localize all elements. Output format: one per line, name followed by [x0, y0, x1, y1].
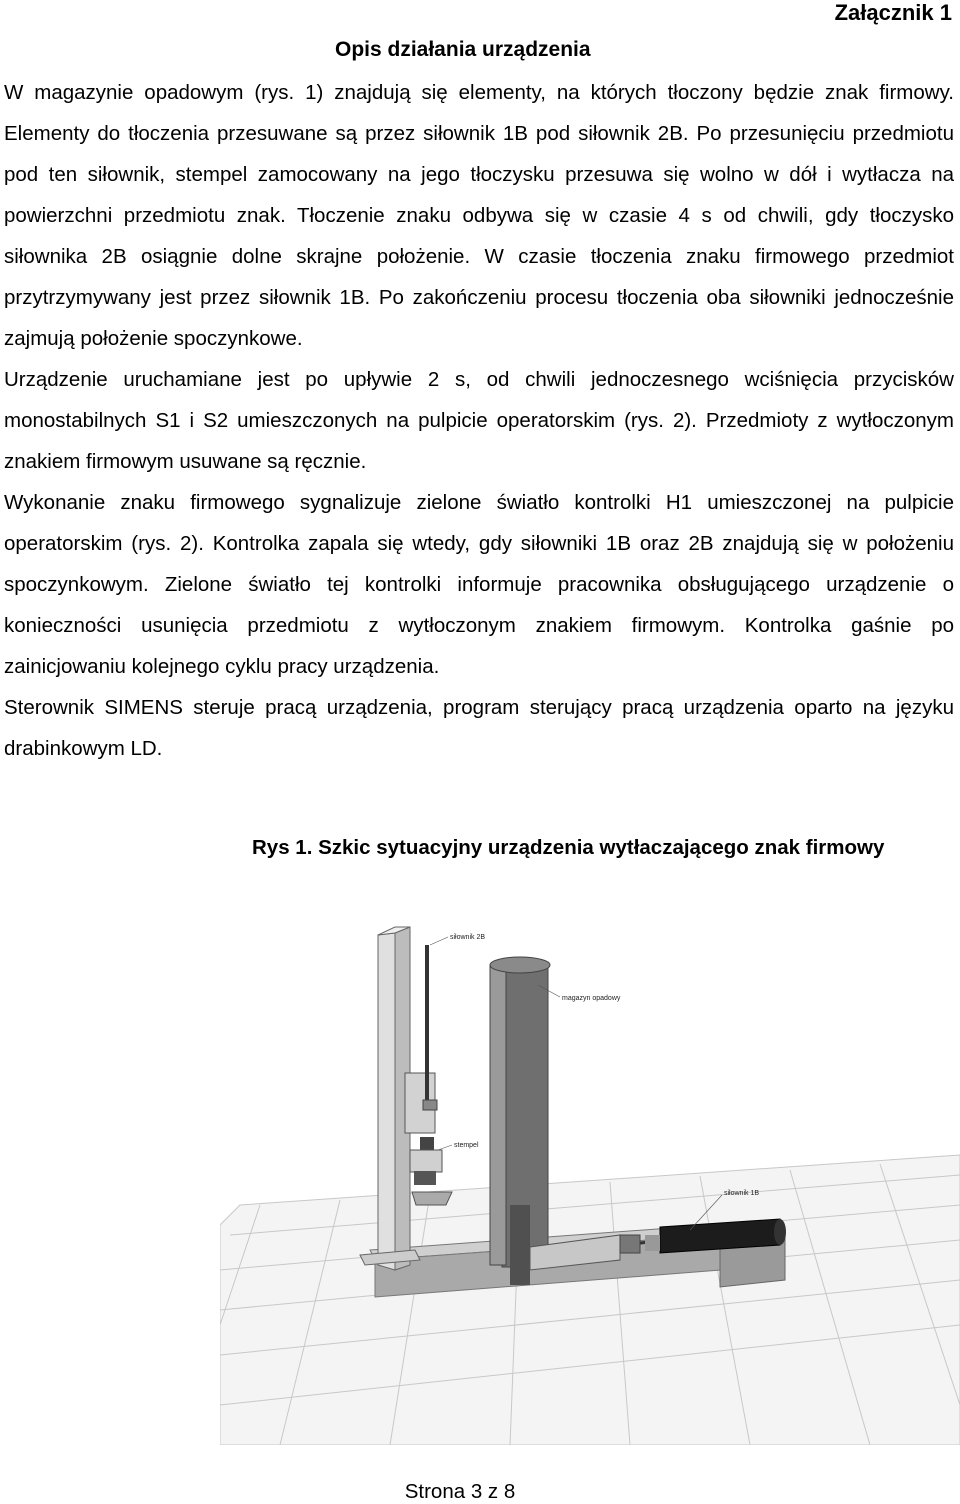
magazine [490, 957, 550, 1285]
page-title: Opis działania urządzenia [335, 38, 591, 61]
device-sketch-drawing [220, 905, 960, 1445]
paragraph: W magazynie opadowym (rys. 1) znajdują się elementy, na których tłoczony będzie znak firmowy. Elementy do tłoczenia przesuwane są przez siłownik 1B pod siłownik 2B. Po przesunięciu przedmiotu pod ten siłownik, stempel zamocowany na jego tłoczysku przesuwa się wolno w dół i wytłacza na powierzchni przedmiotu znak. Tłoczenie znaku odbywa się w czasie 4 s od chwili, gdy tłoczysko siłownika 2B osiągnie dolne skrajne położenie. W czasie tłoczenia znaku firmowego przedmiot przytrzymywany jest przez siłownik 1B. Po zakończeniu procesu tłoczenia oba siłowniki jednocześnie zajmują położenie spoczynkowe. [4, 81, 954, 350]
label-stamp: stempel [454, 1142, 479, 1149]
figure-caption: Rys 1. Szkic sytuacyjny urządzenia wytłaczającego znak firmowy [252, 836, 885, 859]
page-number: Strona 3 z 8 [404, 1480, 516, 1503]
label-cylinder-1b: siłownik 1B [724, 1190, 760, 1197]
label-magazine: magazyn opadowy [562, 995, 621, 1002]
annex-label: Załącznik 1 [834, 0, 952, 25]
floor-grid [220, 1155, 960, 1445]
label-cylinder-2b: siłownik 2B [450, 934, 486, 941]
paragraph: Wykonanie znaku firmowego sygnalizuje zielone światło kontrolki H1 umieszczonej na pulpicie operatorskim (rys. 2). Kontrolka zapala się wtedy, gdy siłowniki 1B oraz 2B znajdują się w położeniu spoczynkowym. Zielone światło tej kontrolki informuje pracownika obsługującego urządzenie o konieczności usunięcia przedmiotu z wytłoczonym znakiem firmowym. Kontrolka gaśnie po zainicjowaniu kolejnego cyklu pracy urządzenia. [4, 491, 954, 678]
paragraph: Sterownik SIMENS steruje pracą urządzenia, program sterujący pracą urządzenia oparto na języku drabinkowym LD. [4, 696, 954, 760]
device-sketch [220, 905, 960, 1445]
description-body [4, 72, 954, 769]
paragraph: Urządzenie uruchamiane jest po upływie 2 s, od chwili jednoczesnego wciśnięcia przycisków monostabilnych S1 i S2 umieszczonych na pulpicie operatorskim (rys. 2). Przedmioty z wytłoczonym znakiem firmowym usuwane są ręcznie. [4, 368, 954, 473]
